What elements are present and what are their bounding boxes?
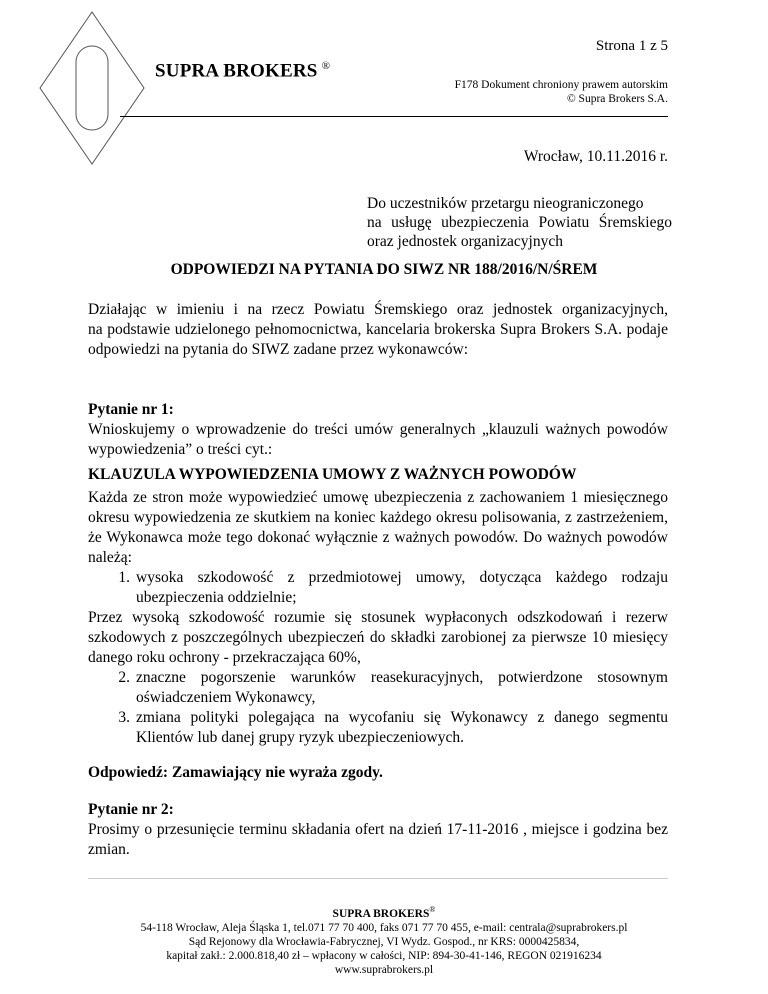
footer-divider <box>88 878 668 879</box>
clause-para1-line2: okresu wypowiedzenia ze skutkiem na koniec każdego okresu polisowania, z zastrzeżeniem, <box>88 509 668 526</box>
recipient-line2: na usługę ubezpieczenia Powiatu Śremskiego <box>367 214 672 231</box>
brand-text: SUPRA BROKERS <box>155 60 318 82</box>
question-2-label: Pytanie nr 2: <box>88 801 174 818</box>
clause-para2-line3: danego roku ochrony - przekraczająca 60%, <box>88 649 361 666</box>
list-item-line1: znaczne pogorszenie warunków reasekuracyjnych, potwierdzone stosownym <box>136 669 668 686</box>
question-1-line1: Wnioskujemy o wprowadzenie do treści umów generalnych „klauzuli ważnych powodów <box>88 421 668 438</box>
intro-line3: odpowiedzi na pytania do SIWZ zadane przez wykonawców: <box>88 341 469 358</box>
recipient-block <box>367 194 672 251</box>
intro-paragraph <box>88 300 668 360</box>
list-item <box>88 668 668 708</box>
list-item-line1: zmiana polityki polegająca na wycofaniu się Wykonawcy z danego segmentu <box>136 709 668 726</box>
intro-line2: na podstawie udzielonego pełnomocnictwa, kancelaria brokerska Supra Brokers S.A. podaje <box>88 321 668 338</box>
supra-brokers-logo-icon <box>36 8 148 168</box>
footer-court: Sąd Rejonowy dla Wrocławia-Fabrycznej, VI Wydz. Gospod., nr KRS: 0000425834, <box>188 935 580 948</box>
copyright-notice-line1: F178 Dokument chroniony prawem autorskim <box>454 79 668 91</box>
date-line: Wrocław, 10.11.2016 r. <box>523 148 668 165</box>
document-title: ODPOWIEDZI NA PYTANIA DO SIWZ NR 188/2016/N/ŚREM <box>170 261 598 278</box>
list-item-number: 3. <box>118 709 130 726</box>
list-item <box>88 708 668 748</box>
answer-1: Odpowiedź: Zamawiający nie wyraża zgody. <box>88 764 383 781</box>
question-1-line2: wypowiedzenia” o treści cyt.: <box>88 441 273 458</box>
list-item <box>88 568 668 608</box>
clause-para1-line1: Każda ze stron może wypowiedzieć umowę ubezpieczenia z zachowaniem 1 miesięcznego <box>88 489 668 506</box>
question-1 <box>88 400 668 460</box>
footer-address: 54-118 Wrocław, Aleja Śląska 1, tel.071 77 70 400, faks 071 77 70 455, e-mail: centrala@suprabrokers.pl <box>140 921 628 934</box>
footer-website[interactable]: www.suprabrokers.pl <box>334 963 434 976</box>
list-item-number: 1. <box>118 569 130 586</box>
question-2 <box>88 800 668 860</box>
header-divider <box>120 116 668 117</box>
footer-registered-mark: ® <box>429 905 436 914</box>
footer-brand <box>0 903 768 921</box>
list-item-line2: Klientów lub danej grupy ryzyk ubezpieczeniowych. <box>136 729 464 746</box>
brand-name <box>155 60 330 82</box>
intro-line1: Działając w imieniu i na rzecz Powiatu Śremskiego oraz jednostek organizacyjnych, <box>88 301 668 318</box>
clause-para2-line2: szkodowych z poszczególnych ubezpieczeń do składki zarobionej za pierwsze 10 miesięcy <box>88 629 668 646</box>
registered-mark: ® <box>321 60 331 72</box>
clause-heading: KLAUZULA WYPOWIEDZENIA UMOWY Z WAŻNYCH POWODÓW <box>88 466 577 483</box>
clause-para2-line1: Przez wysoką szkodowość rozumie się stosunek wypłaconych odszkodowań i rezerw <box>88 609 668 626</box>
list-item-line2: oświadczeniem Wykonawcy, <box>136 689 316 706</box>
page-footer <box>0 903 768 977</box>
page-number: Strona 1 z 5 <box>595 38 668 54</box>
list-item-number: 2. <box>118 669 130 686</box>
question-2-line2: zmian. <box>88 841 130 858</box>
recipient-line3: oraz jednostek organizacyjnych <box>367 233 563 250</box>
list-item-line2: ubezpieczenia oddzielnie; <box>136 589 297 606</box>
footer-capital: kapitał zakł.: 2.000.818,40 zł – wpłacony w całości, NIP: 894-30-41-146, REGON 021916234 <box>166 949 602 962</box>
copyright-notice <box>455 78 668 106</box>
clause-body <box>88 488 668 748</box>
clause-para1-line3: że Wykonawca może tego dokonać wyłącznie z ważnych powodów. Do ważnych powodów <box>88 529 668 546</box>
question-2-line1: Prosimy o przesunięcie terminu składania ofert na dzień 17-11-2016 , miejsce i godzina bez <box>88 821 668 838</box>
question-1-label: Pytanie nr 1: <box>88 401 174 418</box>
clause-para1-line4: należą: <box>88 549 132 566</box>
recipient-line1: Do uczestników przetargu nieograniczonego <box>367 195 644 212</box>
copyright-notice-line2: © Supra Brokers S.A. <box>566 93 668 105</box>
footer-brand-text: SUPRA BROKERS <box>332 907 430 920</box>
list-item-line1: wysoka szkodowość z przedmiotowej umowy, dotycząca każdego rodzaju <box>136 569 668 586</box>
